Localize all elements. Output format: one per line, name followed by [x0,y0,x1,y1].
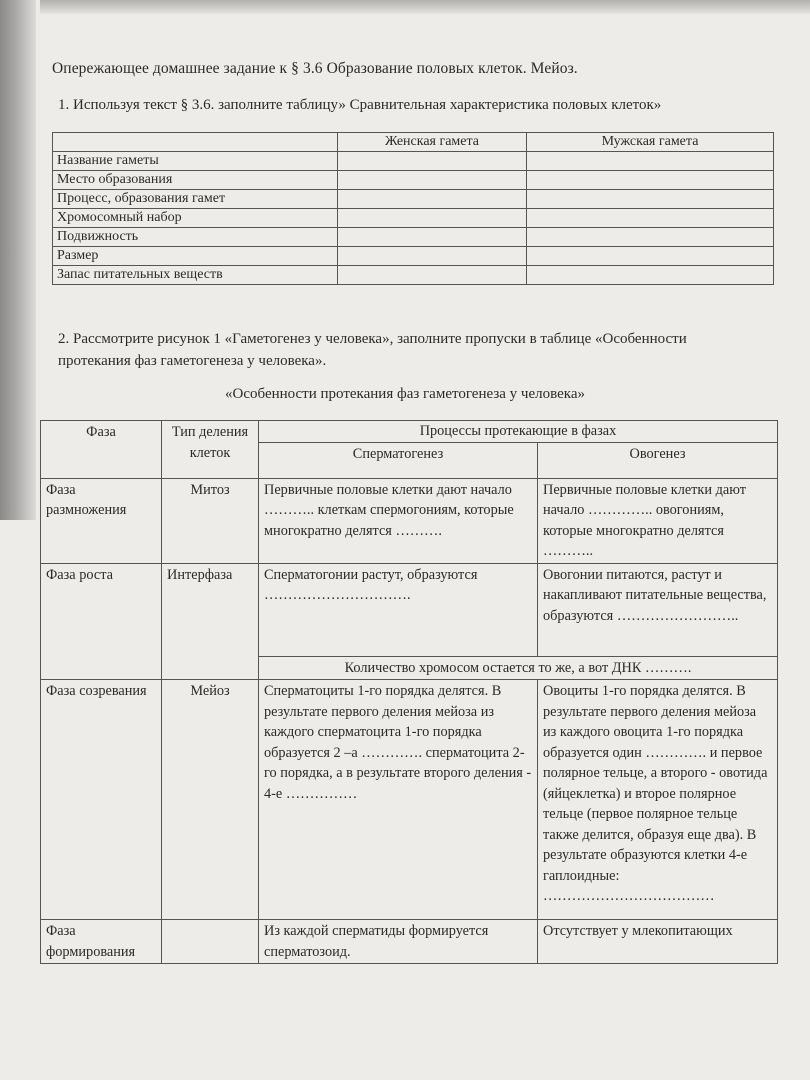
table-row [53,247,774,266]
table-row-maturation [41,680,778,920]
answer-cell-male[interactable] [527,209,774,228]
row-label: Название гаметы [53,152,338,171]
answer-cell-male[interactable] [527,228,774,247]
gamete-comparison-table [52,132,774,285]
page-top-shadow [40,0,810,14]
table-row-growth [41,563,778,656]
spermatogenesis-text[interactable]: Сперматоциты 1-го порядка делятся. В результате первого деления мейоза из каждого сперматоцита 1-го порядка образуется 2 –а …………. сперматоцита 2-го порядка, а в результате второго деления - 4-е …………… [259,680,538,920]
oogenesis-text[interactable]: Первичные половые клетки дают начало ………….. овогониям, которые многократно делятся ……….. [538,478,778,563]
task-2-instructions: 2. Рассмотрите рисунок 1 «Гаметогенез у человека», заполните пропуски в таблице «Особенности протекания фаз гаметогенеза у человека». [58,331,687,369]
answer-cell-male[interactable] [527,247,774,266]
header-oogenesis: Овогенез [538,442,778,478]
header-male: Мужская гамета [527,133,774,152]
header-division-type: Тип деления клеток [162,421,259,479]
answer-cell-female[interactable] [338,152,527,171]
row-label: Подвижность [53,228,338,247]
row-label: Запас питательных веществ [53,266,338,285]
phase-name: Фаза созревания [41,680,162,920]
answer-cell-female[interactable] [338,171,527,190]
table-header-row [53,133,774,152]
table-row [53,190,774,209]
task-1-instructions: 1. Используя текст § 3.6. заполните таблицу» Сравнительная характеристика половых клеток» [58,97,662,113]
dna-note[interactable]: Количество хромосом остается то же, а вот ДНК ………. [259,656,778,680]
answer-cell-male[interactable] [527,171,774,190]
header-phase: Фаза [41,421,162,479]
table-row-formation [41,920,778,964]
answer-cell-male[interactable] [527,190,774,209]
answer-cell-male[interactable] [527,266,774,285]
row-label: Хромосомный набор [53,209,338,228]
division-type [162,920,259,964]
spermatogenesis-text[interactable]: Первичные половые клетки дают начало ……….. клеткам спермогониям, которые многократно делятся ………. [259,478,538,563]
oogenesis-text[interactable]: Отсутствует у млекопитающих [538,920,778,964]
oogenesis-text[interactable]: Овоциты 1-го порядка делятся. В результате первого деления мейоза из каждого овоцита 1-го порядка образуется один …………. и первое полярное тельце, а второго - овотида (яйцеклетка) и второе полярное тельце (первое полярное тельце также делится, образуя еще два). В результате образуются клетки 4-е гаплоидные: ……………………………… [538,680,778,920]
table-row [53,152,774,171]
phase-name: Фаза размножения [41,478,162,563]
oogenesis-text[interactable]: Овогонии питаются, растут и накапливают питательные вещества, образуются …………………….. [538,563,778,656]
gametogenesis-phases-table [40,420,778,964]
division-type: Мейоз [162,680,259,920]
spermatogenesis-text[interactable]: Сперматогонии растут, образуются …………………………. [259,563,538,656]
answer-cell-male[interactable] [527,152,774,171]
spermatogenesis-text[interactable]: Из каждой сперматиды формируется сперматозоид. [259,920,538,964]
table-row [53,209,774,228]
book-edge-shadow [0,0,36,520]
header-female: Женская гамета [338,133,527,152]
division-type: Митоз [162,478,259,563]
row-label: Процесс, образования гамет [53,190,338,209]
table-row [53,228,774,247]
table-row [53,171,774,190]
table-row-reproduction [41,478,778,563]
table-row [53,266,774,285]
answer-cell-female[interactable] [338,266,527,285]
division-type: Интерфаза [162,563,259,680]
answer-cell-female[interactable] [338,190,527,209]
header-processes: Процессы протекающие в фазах [259,421,778,443]
page-heading: Опережающее домашнее задание к § 3.6 Образование половых клеток. Мейоз. [52,60,578,77]
answer-cell-female[interactable] [338,228,527,247]
answer-cell-female[interactable] [338,209,527,228]
row-label: Место образования [53,171,338,190]
phase-name: Фаза формирования [41,920,162,964]
table-header-row [41,421,778,443]
header-empty-cell [53,133,338,152]
table-2-title: «Особенности протекания фаз гаметогенеза у человека» [225,386,585,402]
answer-cell-female[interactable] [338,247,527,266]
header-spermatogenesis: Сперматогенез [259,442,538,478]
phase-name: Фаза роста [41,563,162,680]
row-label: Размер [53,247,338,266]
